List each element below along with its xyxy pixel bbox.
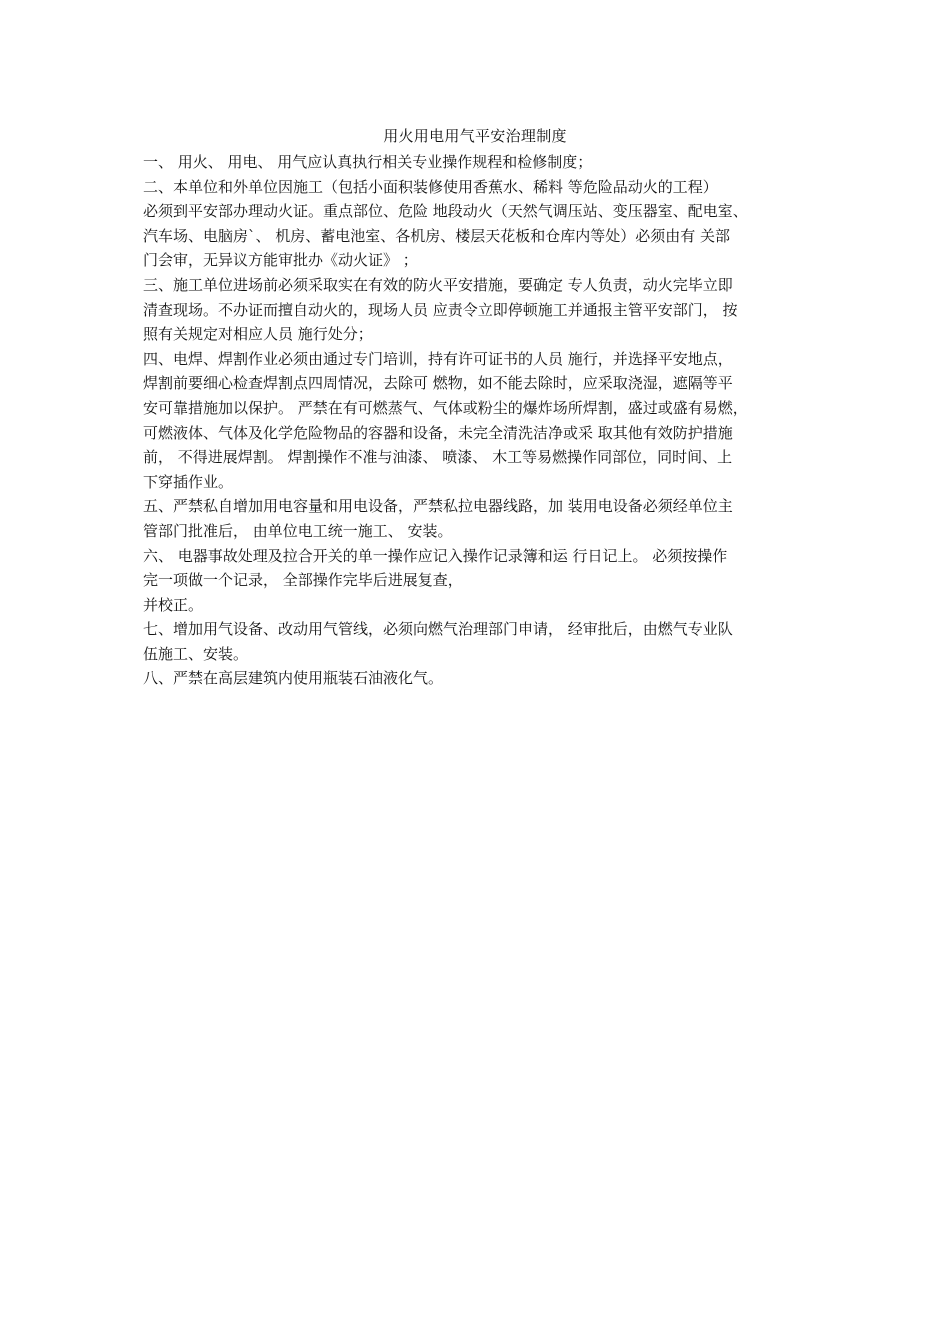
body-line: 门会审，无异议方能审批办《动火证》 ；: [143, 251, 418, 270]
body-line: 下穿插作业。: [143, 472, 234, 491]
body-line: 照有关规定对相应人员 施行处分；: [143, 325, 373, 344]
body-line: 三、施工单位进场前必须采取实在有效的防火平安措施，要确定 专人负责，动火完毕立即: [143, 275, 733, 294]
document-title: 用火用电用气平安治理制度: [383, 127, 567, 145]
body-line: 前， 不得进展焊割。 焊割操作不准与油漆、 喷漆、 木工等易燃操作同部位，同时间、上: [143, 448, 733, 467]
body-line: 清查现场。不办证而擅自动火的，现场人员 应责令立即停顿施工并通报主管平安部门， 按: [143, 300, 738, 319]
body-line: 必须到平安部办理动火证。重点部位、危险 地段动火（天然气调压站、变压器室、配电室、: [143, 202, 748, 221]
body-line: 并校正。: [143, 595, 204, 614]
body-line: 伍施工、安装。: [143, 644, 249, 663]
body-line: 焊割前要细心检查焊割点四周情况，去除可 燃物，如不能去除时，应采取浇湿，遮隔等平: [143, 374, 733, 393]
body-line: 七、增加用气设备、改动用气管线，必须向燃气治理部门申请， 经审批后，由燃气专业队: [143, 620, 733, 639]
body-line: 完一项做一个记录， 全部操作完毕后进展复查，: [143, 571, 463, 590]
body-line: 管部门批准后， 由单位电工统一施工、 安装。: [143, 521, 453, 540]
body-line: 可燃液体、气体及化学危险物品的容器和设备，未完全清洗洁净或采 取其他有效防护措施: [143, 423, 733, 442]
body-line: 一、 用火、 用电、 用气应认真执行相关专业操作规程和检修制度；: [143, 153, 593, 171]
body-line: 四、电焊、焊割作业必须由通过专门培训，持有许可证书的人员 施行，并选择平安地点，: [143, 349, 733, 368]
body-line: 六、 电器事故处理及拉合开关的单一操作应记入操作记录簿和运 行日记上。 必须按操作: [143, 546, 728, 565]
body-line: 安可靠措施加以保护。 严禁在有可燃蒸气、气体或粉尘的爆炸场所焊割，盛过或盛有易燃，: [143, 398, 748, 417]
body-line: 汽车场、电脑房`、 机房、蓄电池室、各机房、楼层天花板和仓库内等处）必须由有 关部: [143, 226, 731, 245]
document-body: [143, 150, 823, 691]
body-line: 二、本单位和外单位因施工（包括小面积装修使用香蕉水、稀料 等危险品动火的工程）: [143, 177, 718, 196]
body-line: 五、严禁私自增加用电容量和用电设备，严禁私拉电器线路，加 装用电设备必须经单位主: [143, 497, 733, 516]
body-line: 八、严禁在高层建筑内使用瓶装石油液化气。: [143, 669, 444, 688]
